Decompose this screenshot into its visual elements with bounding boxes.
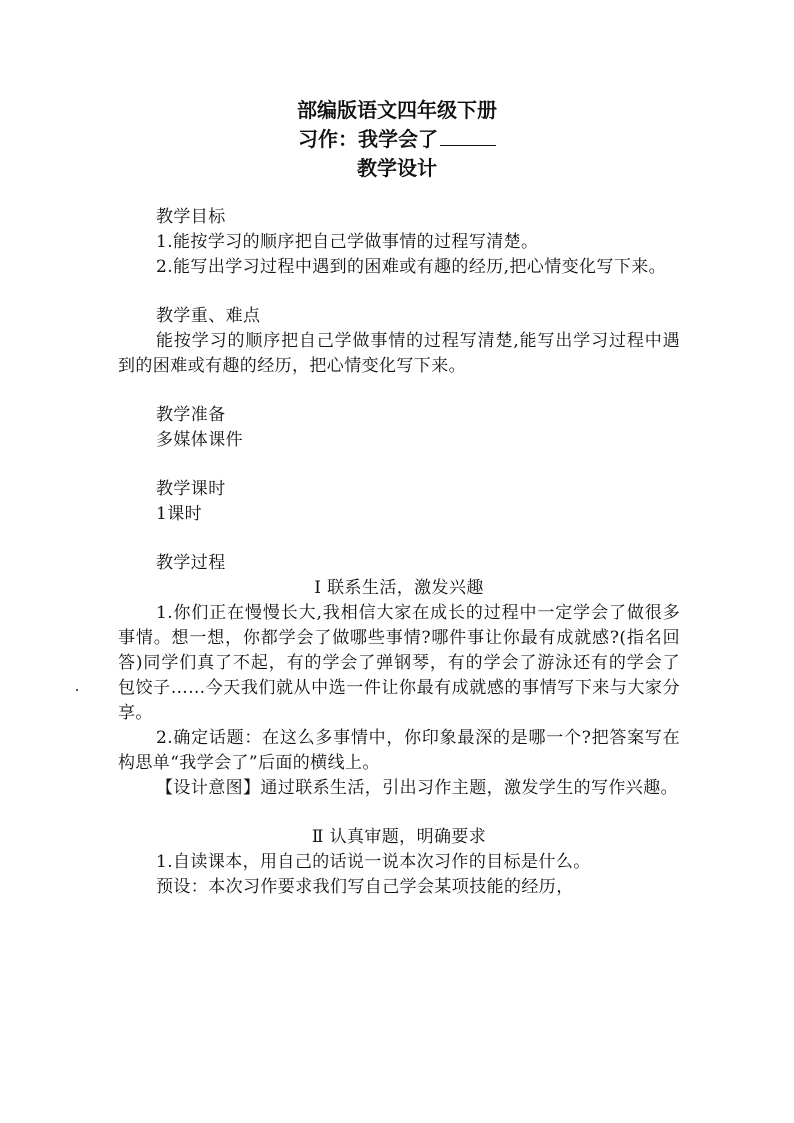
title-line-2-text: 习作：我学会了: [298, 127, 438, 151]
part2-paragraph-2: 预设：本次习作要求我们写自己学会某项技能的经历，: [156, 877, 574, 897]
part1-paragraph-1: 1.你们正在慢慢长大,我相信大家在成长的过程中一定学会了做很多事情。想一想，你都学会了做哪些事情?哪件事让你最有成就感?(指名回答)同学们真了不起，有的学会了弹钢琴，有的学会了游泳还有的学会了包饺子……今天我们就从中选一件让你最有成就感的事情写下来与大家分享。: [118, 603, 680, 723]
part1-design-intent: 【设计意图】通过联系生活，引出习作主题，激发学生的写作兴趣。: [156, 778, 678, 798]
preparation-heading: 教学准备: [156, 405, 226, 425]
goal-item-2: 2.能写出学习过程中遇到的困难或有趣的经历,把心情变化写下来。: [156, 257, 667, 277]
spacer: [118, 527, 680, 551]
part1-paragraph-2: 2.确定话题：在这么多事情中，你印象最深的是哪一个?把答案写在构思单“我学会了”后面的横线上。: [118, 728, 680, 773]
title-line-2: [0, 125, 794, 154]
title-line-1: 部编版语文四年级下册: [297, 98, 497, 122]
part2-paragraph-1: 1.自读课本，用自己的话说一说本次习作的目标是什么。: [156, 852, 591, 872]
spacer: [118, 453, 680, 477]
goal-item-1: 1.能按学习的顺序把自己学做事情的过程写清楚。: [156, 232, 539, 252]
spacer: [118, 801, 680, 825]
key-points-heading: 教学重、难点: [156, 306, 261, 326]
class-hours-heading: 教学课时: [156, 479, 226, 499]
title-line-3: 教学设计: [357, 156, 437, 180]
preparation-text: 多媒体课件: [156, 430, 243, 450]
process-heading: 教学过程: [156, 553, 226, 573]
spacer: [118, 280, 680, 304]
title-blank-underline: [440, 127, 496, 146]
class-hours-text: 1课时: [156, 504, 203, 524]
key-points-text: 能按学习的顺序把自己学做事情的过程写清楚,能写出学习过程中遇到的困难或有趣的经历，把心情变化写下来。: [118, 331, 680, 376]
part1-title: Ⅰ 联系生活，激发兴趣: [314, 578, 484, 598]
spacer: [118, 379, 680, 403]
margin-mark: [76, 689, 78, 691]
document-body: [118, 205, 680, 900]
document-title: [0, 96, 794, 183]
goals-heading: 教学目标: [156, 207, 226, 227]
part2-title: Ⅱ 认真审题，明确要求: [311, 827, 487, 847]
